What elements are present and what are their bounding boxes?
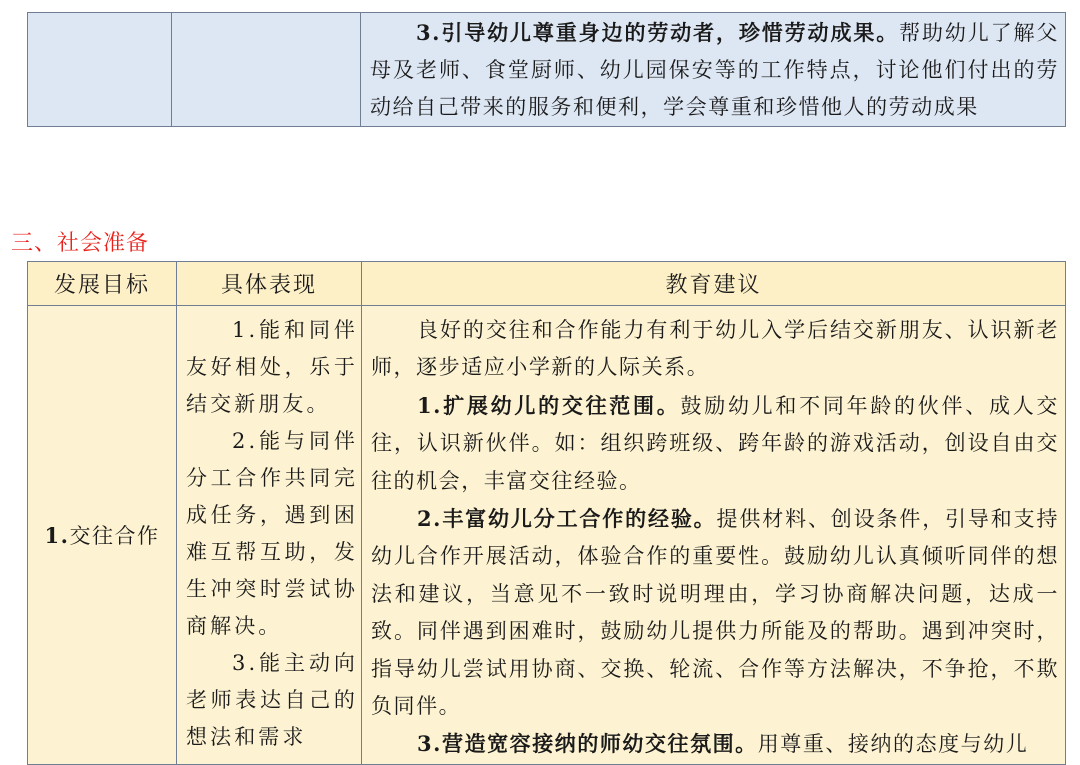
advice-item-body: 用尊重、接纳的态度与幼儿 <box>757 732 1029 757</box>
section-heading: 三、社会准备 <box>11 231 150 256</box>
goal-cell <box>28 306 177 765</box>
header-row <box>28 262 1066 306</box>
advice-intro: 良好的交往和合作能力有利于幼儿入学后结交新朋友、认识新老师，逐步适应小学新的人际关系。 <box>371 318 1059 380</box>
advice-item-title: 3.营造宽容接纳的师幼交往氛围。 <box>417 731 758 757</box>
performance-cell-empty <box>172 13 361 127</box>
advice-item-body: 提供材料、创设条件，引导和支持幼儿合作开展活动，体验合作的重要性。鼓励幼儿认真倾听同伴的想法和建议，当意见不一致时说明理由，学习协商解决问题，达成一致。同伴遇到困难时，鼓励幼儿提供力所能及的帮助。遇到冲突时，指导幼儿尝试用协商、交换、轮流、合作等方法解决，不争抢，不欺负同伴。 <box>371 507 1060 719</box>
performance-item: 1.能和同伴友好相处，乐于结交新朋友。 <box>186 318 358 416</box>
advice-paragraph <box>370 14 1059 126</box>
table-row <box>28 13 1066 127</box>
advice-item-title: 1.扩展幼儿的交往范围。 <box>417 392 681 418</box>
performance-item: 2.能与同伴分工合作共同完成任务，遇到困难互帮互助，发生冲突时尝试协商解决。 <box>186 429 358 638</box>
advice-item <box>371 500 1059 725</box>
header-goal: 发展目标 <box>28 262 177 306</box>
advice-item <box>371 725 1059 763</box>
goal-text: 交往合作 <box>69 523 160 548</box>
advice-item-title: 2.丰富幼儿分工合作的经验。 <box>417 506 717 532</box>
advice-title: 3.引导幼儿尊重身边的劳动者，珍惜劳动成果。 <box>416 20 900 45</box>
advice-cell <box>362 306 1066 765</box>
header-performance: 具体表现 <box>177 262 362 306</box>
social-preparation-table <box>27 261 1066 765</box>
advice-cell <box>361 13 1066 127</box>
advice-item <box>371 387 1059 500</box>
table-row <box>28 306 1066 765</box>
goal-cell-empty <box>28 13 172 127</box>
advice-body: 帮助幼儿了解父母及老师、食堂厨师、幼儿园保安等的工作特点，讨论他们付出的劳动给自己带来的服务和便利，学会尊重和珍惜他人的劳动成果 <box>370 21 1059 119</box>
goal-label <box>45 524 160 548</box>
advice-item-body: 鼓励幼儿和不同年龄的伙伴、成人交往，认识新伙伴。如：组织跨班级、跨年龄的游戏活动，创设自由交往的机会，丰富交往经验。 <box>371 393 1059 493</box>
goal-number: 1. <box>44 522 70 548</box>
previous-table <box>27 12 1066 127</box>
performance-cell <box>177 306 362 765</box>
performance-item: 3.能主动向老师表达自己的想法和需求 <box>186 651 358 749</box>
header-advice: 教育建议 <box>362 262 1066 306</box>
